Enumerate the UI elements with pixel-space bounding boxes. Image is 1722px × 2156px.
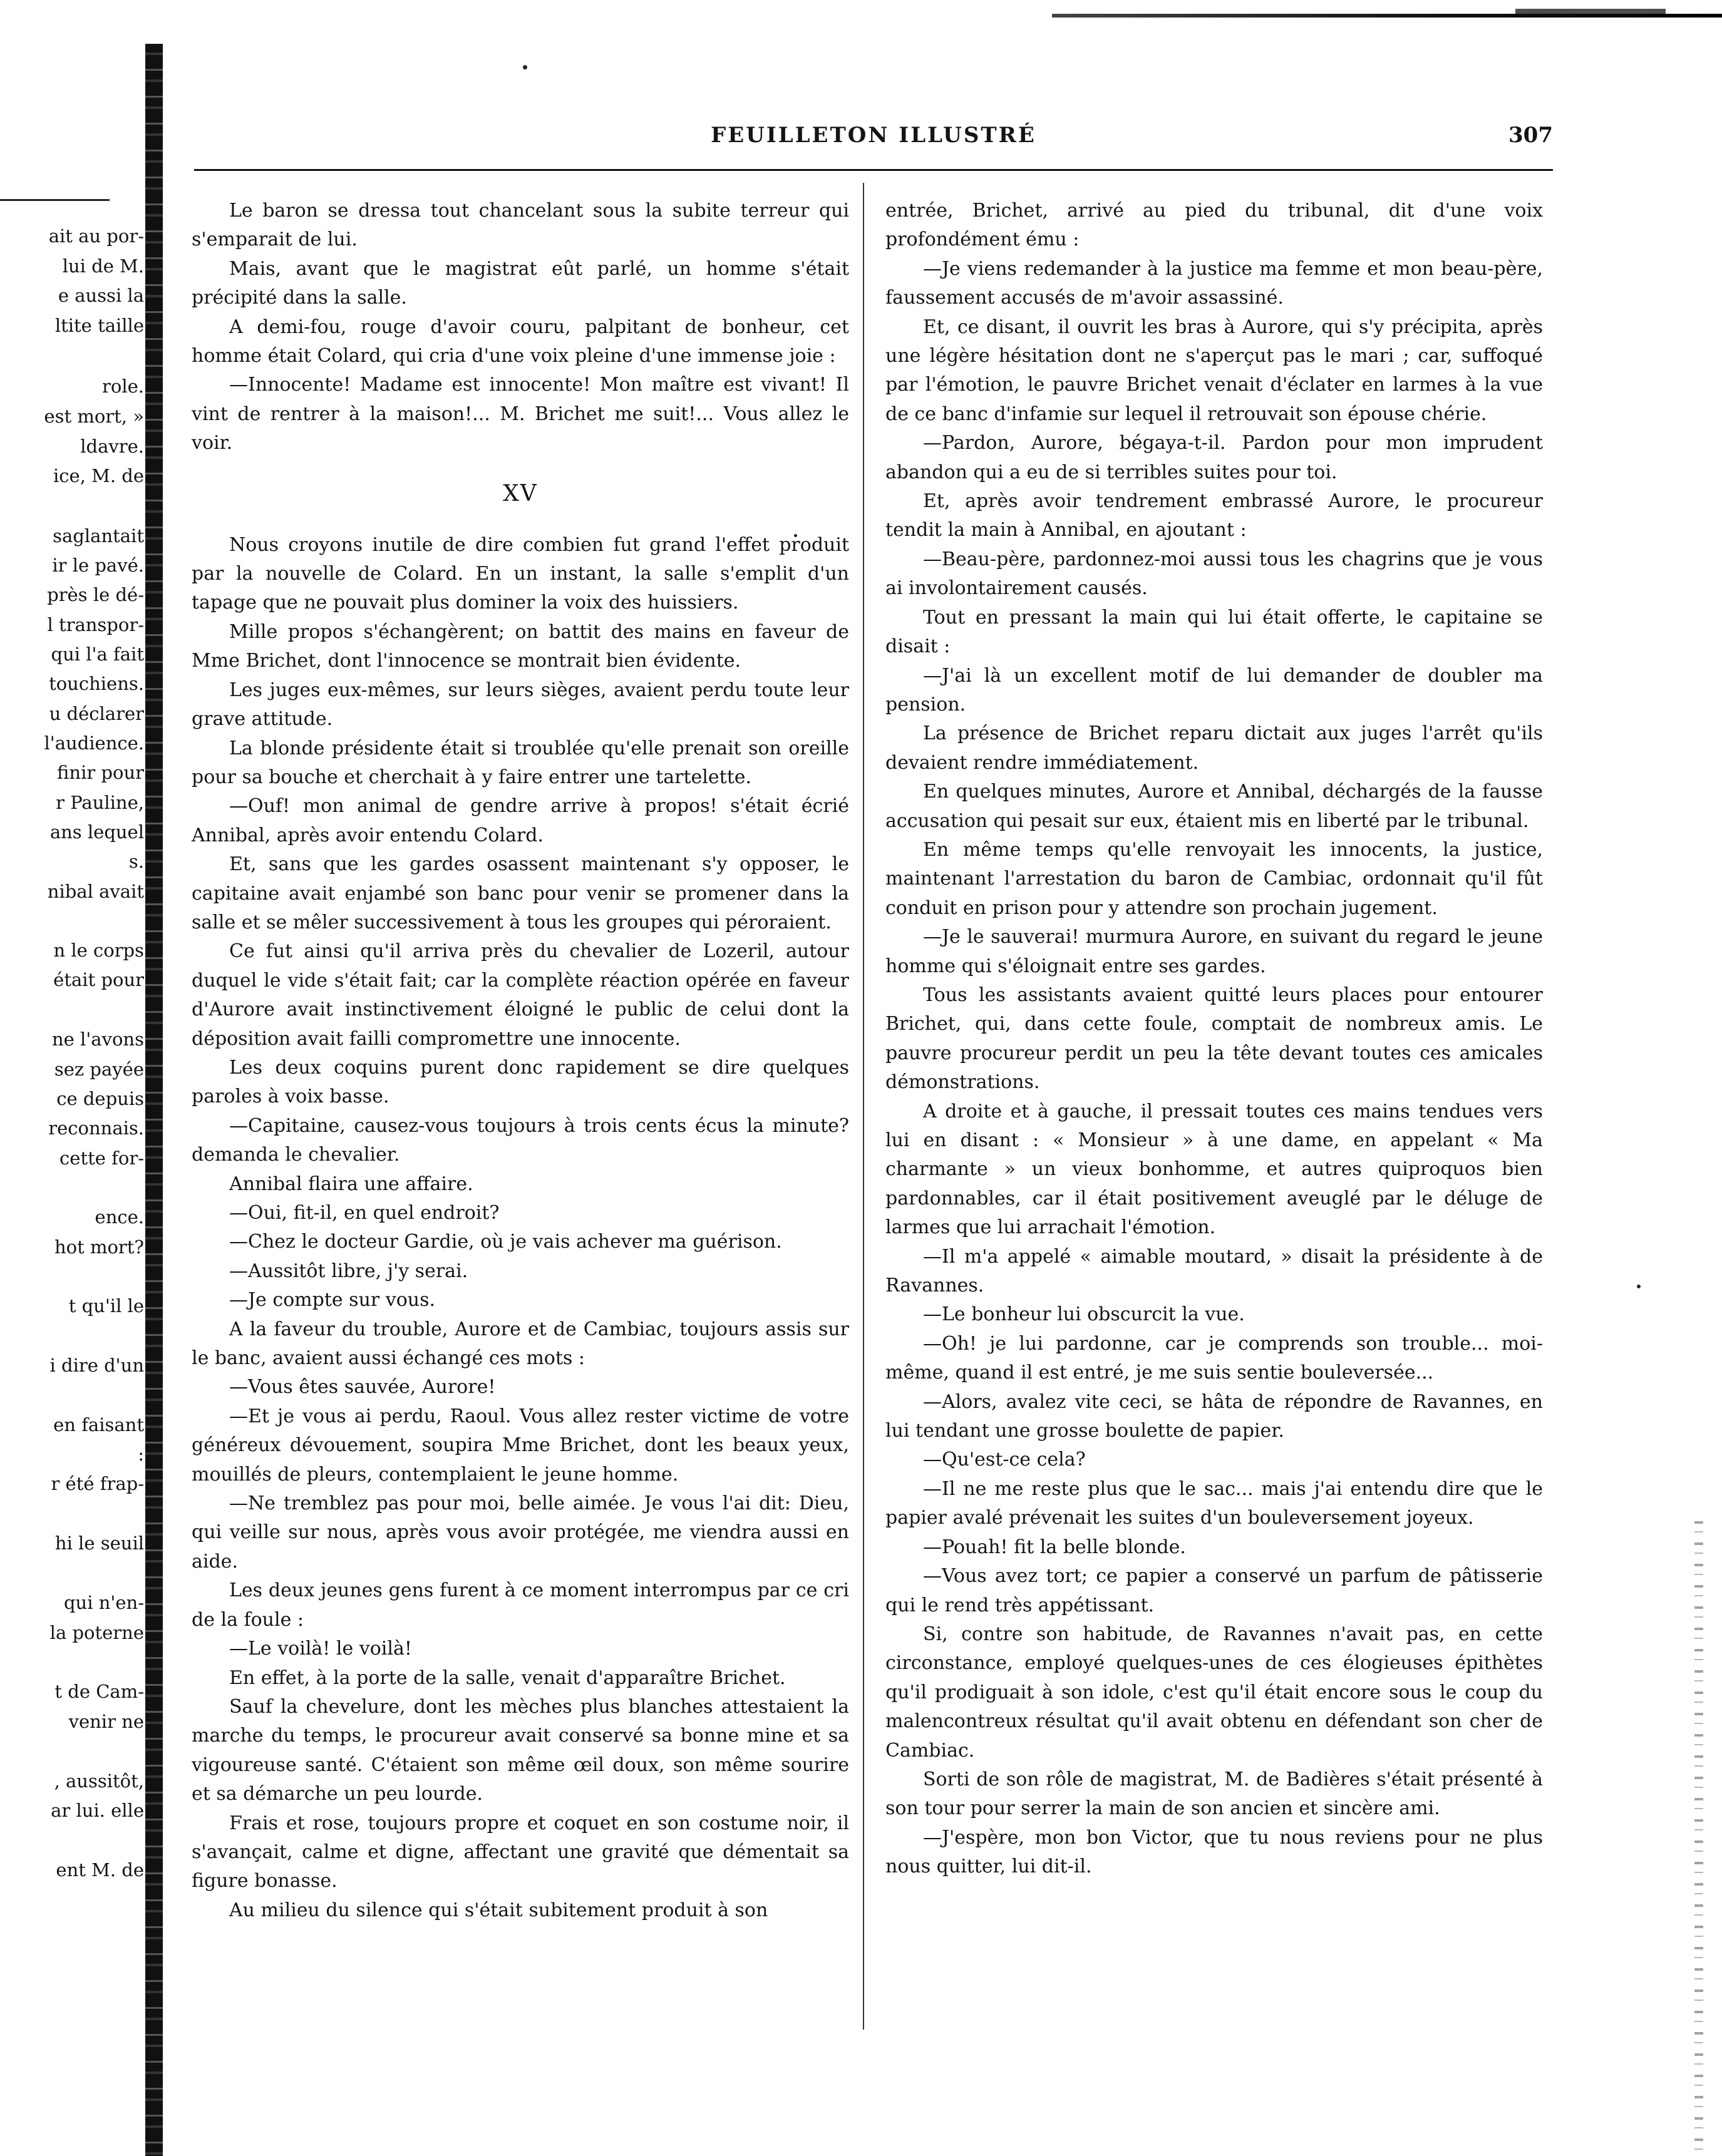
chapter-heading: XV <box>503 480 538 506</box>
paragraph: Frais et rose, toujours propre et coquet en son costume noir, il s'avançait, calme et digne, affectant une gravité que démentait sa figure bonasse. <box>192 1812 849 1892</box>
previous-page-fragment: lui de M. <box>62 255 144 277</box>
paragraph: —Aussitôt libre, j'y serai. <box>229 1260 468 1282</box>
paragraph: —Beau-père, pardonnez-moi aussi tous les chagrins que je vous ai involontairement causés. <box>885 548 1543 600</box>
paragraph: —Et je vous ai perdu, Raoul. Vous allez rester victime de votre généreux dévouement, soupira Mme Brichet, dont les beaux yeux, mouillés de pleurs, contemplaient le jeune homme. <box>192 1405 849 1486</box>
paragraph: —Capitaine, causez-vous toujours à trois cents écus la minute? demanda le chevalier. <box>192 1114 849 1166</box>
previous-page-fragment: t de Cam- <box>54 1681 144 1702</box>
previous-page-fragment: qui l'a fait <box>51 644 144 665</box>
paragraph: —Je le sauverai! murmura Aurore, en suivant du regard le jeune homme qui s'éloignait entre ses gardes. <box>885 926 1543 977</box>
paragraph: —Il ne me reste plus que le sac... mais j'ai entendu dire que le papier avalé prévenait les suites d'un bouleversement joyeux. <box>885 1477 1543 1529</box>
paragraph: Nous croyons inutile de dire combien fut grand l'effet produit par la nouvelle de Colard. En un instant, la salle s'emplit d'un tapage que ne pouvait plus dominer la voix des huissiers. <box>192 533 849 614</box>
right-edge-noise <box>1694 1521 1703 2153</box>
paragraph: —Le voilà! le voilà! <box>229 1638 412 1660</box>
previous-page-fragment: r été frap- <box>51 1473 144 1494</box>
paragraph: —Innocente! Madame est innocente! Mon maître est vivant! Il vint de rentrer à la maison!... M. Brichet me suit!... Vous allez le voir. <box>192 374 849 454</box>
binding-spine-shadow <box>145 44 163 2156</box>
paragraph: Les juges eux-mêmes, sur leurs sièges, avaient perdu toute leur grave attitude. <box>192 679 849 731</box>
paragraph: Et, sans que les gardes osassent maintenant s'y opposer, le capitaine avait enjambé son banc pour venir se promener dans la salle et se mêler successivement à tous les groupes qui péroraient. <box>192 853 849 933</box>
previous-page-fragment: l transpor- <box>47 614 144 635</box>
previous-page-fragment: ent M. de <box>56 1859 144 1881</box>
previous-page-fragment: i dire d'un <box>49 1355 144 1376</box>
previous-page-fragment: ence. <box>95 1206 144 1228</box>
paragraph: —Je compte sur vous. <box>229 1289 436 1312</box>
previous-page-fragment: saglantait <box>53 525 144 547</box>
previous-page-fragment: role. <box>102 376 144 397</box>
paragraph: —Le bonheur lui obscurcit la vue. <box>923 1303 1245 1326</box>
paragraph: Tous les assistants avaient quitté leurs places pour entourer Brichet, qui, dans cette foule, comptait de nombreux amis. Le pauvre procureur perdit un peu la tête devant toutes ces amicales démonstrations. <box>885 983 1543 1094</box>
paragraph: En même temps qu'elle renvoyait les innocents, la justice, maintenant l'arrestation du baron de Cambiac, ordonnait qu'il fût conduit en prison pour y attendre son prochain jugement. <box>885 838 1543 919</box>
paragraph: —Vous êtes sauvée, Aurore! <box>229 1376 496 1399</box>
paragraph: Les deux jeunes gens furent à ce moment interrompus par ce cri de la foule : <box>192 1579 849 1631</box>
paragraph: Sorti de son rôle de magistrat, M. de Badières s'était présenté à son tour pour serrer la main de son ancien et sincère ami. <box>885 1768 1543 1820</box>
previous-page-fragment: près le dé- <box>47 584 144 605</box>
previous-page-fragment: u déclarer <box>49 703 144 724</box>
top-edge-rule <box>1052 14 1722 18</box>
paragraph: —Pardon, Aurore, bégaya-t-il. Pardon pour mon imprudent abandon qui a eu de si terribles suites pour toi. <box>885 432 1543 483</box>
paragraph: entrée, Brichet, arrivé au pied du tribunal, dit d'une voix profondément ému : <box>885 200 1543 251</box>
paragraph: —Ne tremblez pas pour moi, belle aimée. Je vous l'ai dit: Dieu, qui veille sur nous, après vous avoir protégée, me viendra aussi en aide. <box>192 1492 849 1573</box>
header-rule <box>194 169 1553 171</box>
previous-page-fragment: qui n'en- <box>63 1592 144 1613</box>
paragraph: —Pouah! fit la belle blonde. <box>923 1536 1186 1558</box>
paragraph: Les deux coquins purent donc rapidement se dire quelques paroles à voix basse. <box>192 1056 849 1108</box>
previous-page-fragment: , aussitôt, <box>54 1770 144 1792</box>
paragraph: —Ouf! mon animal de gendre arrive à propos! s'était écrié Annibal, après avoir entendu Colard. <box>192 795 849 846</box>
paragraph: Le baron se dressa tout chancelant sous la subite terreur qui s'emparait de lui. <box>192 200 849 251</box>
previous-page-fragment: hi le seuil <box>54 1532 144 1554</box>
previous-page-fragment: finir pour <box>57 762 144 783</box>
previous-page-fragment: ar lui. elle <box>51 1800 144 1821</box>
paragraph: —J'ai là un excellent motif de lui demander de doubler ma pension. <box>885 664 1543 716</box>
previous-page-fragment: est mort, » <box>44 406 144 427</box>
paragraph: —Vous avez tort; ce papier a conservé un parfum de pâtisserie qui le rend très appétissant. <box>885 1565 1543 1616</box>
paragraph: —Oh! je lui pardonne, car je comprends son trouble... moi-même, quand il est entré, je me suis sentie bouleversée... <box>885 1332 1543 1384</box>
paragraph: Et, ce disant, il ouvrit les bras à Aurore, qui s'y précipita, après une légère hésitation dont ne s'aperçut pas le mari ; car, suffoqué par l'émotion, le pauvre Brichet venait d'éclater en larmes à la vue de ce banc d'infamie sur lequel il retrouvait son épouse chérie. <box>885 316 1543 425</box>
paragraph: Si, contre son habitude, de Ravannes n'avait pas, en cette circonstance, employé quelques-unes de ces élogieuses épithètes qu'il prodiguait à son idole, c'est qu'il était encore sous le coup du malencontreux résultat qu'il avait obtenu en défendant son cher de Cambiac. <box>885 1623 1543 1762</box>
previous-page-fragment: r Pauline, <box>56 792 144 813</box>
paragraph: Ce fut ainsi qu'il arriva près du chevalier de Lozeril, autour duquel le vide s'était fait; car la complète réaction opérée en faveur d'Aurore avait instinctivement éloigné le public de celui dont la déposition avait failli compromettre une innocente. <box>192 940 849 1050</box>
previous-page-fragment: venir ne <box>68 1711 144 1732</box>
previous-page-fragment: e aussi la <box>58 285 144 306</box>
paragraph: A la faveur du trouble, Aurore et de Cambiac, toujours assis sur le banc, avaient aussi échangé ces mots : <box>192 1318 849 1370</box>
previous-page-fragment: touchiens. <box>49 673 144 694</box>
left-column-paragraphs-before <box>192 197 849 458</box>
right-column <box>885 197 1543 1882</box>
paragraph: Mille propos s'échangèrent; on battit des mains en faveur de Mme Brichet, dont l'innocence se montrait bien évidente. <box>192 620 849 672</box>
page-header <box>194 123 1553 160</box>
paragraph: A droite et à gauche, il pressait toutes ces mains tendues vers lui en disant : « Monsieur » à une dame, en appelant « Ma charmante » un vieux bonhomme, et autres quiproquos bien pardonnables, car il était positivement aveuglé par le déluge de larmes que lui arrachait l'émotion. <box>885 1100 1543 1239</box>
previous-page-fragment: ltite taille <box>54 315 144 336</box>
previous-page-fragments <box>3 0 144 2156</box>
previous-page-fragment: ait au por- <box>48 225 144 247</box>
paragraph: En quelques minutes, Aurore et Annibal, déchargés de la fausse accusation qui pesait sur eux, étaient mis en liberté par le tribunal. <box>885 781 1543 832</box>
paragraph: A demi-fou, rouge d'avoir couru, palpitant de bonheur, cet homme était Colard, qui cria d'une voix pleine d'une immense joie : <box>192 316 849 367</box>
paragraph: Sauf la chevelure, dont les mèches plus blanches attestaient la marche du temps, le procureur avait conservé sa bonne mine et sa vigoureuse santé. C'étaient son même œil doux, son même sourire et sa démarche un peu lourde. <box>192 1695 849 1805</box>
previous-page-fragment: l'audience. <box>44 732 144 754</box>
paragraph: Tout en pressant la main qui lui était offerte, le capitaine se disait : <box>885 606 1543 658</box>
paragraph: En effet, à la porte de la salle, venait d'apparaître Brichet. <box>229 1666 786 1689</box>
paragraph: —J'espère, mon bon Victor, que tu nous reviens pour ne plus nous quitter, lui dit-il. <box>885 1826 1543 1878</box>
previous-page-fragment: en faisant <box>53 1414 144 1435</box>
previous-page-fragment: n le corps <box>53 940 144 961</box>
left-column-paragraphs-after <box>192 531 849 1926</box>
paragraph: —Qu'est-ce cela? <box>923 1449 1086 1471</box>
paragraph: Au milieu du silence qui s'était subitement produit à son <box>229 1899 768 1921</box>
paragraph: —Oui, fit-il, en quel endroit? <box>229 1202 500 1224</box>
previous-page-fragment: hot mort? <box>54 1236 144 1258</box>
paragraph: La blonde présidente était si troublée qu'elle prenait son oreille pour sa bouche et cherchait à y faire entrer une tartelette. <box>192 737 849 788</box>
paragraph: —Alors, avalez vite ceci, se hâta de répondre de Ravannes, en lui tendant une grosse boulette de papier. <box>885 1390 1543 1442</box>
page-number: 307 <box>1508 123 1553 148</box>
previous-page-fragment: la poterne <box>49 1622 144 1643</box>
paragraph: Mais, avant que le magistrat eût parlé, un homme s'était précipité dans la salle. <box>192 257 849 309</box>
paragraph: La présence de Brichet reparu dictait aux juges l'arrêt qu'ils devaient rendre immédiatement. <box>885 722 1543 774</box>
previous-page-fragment: nibal avait <box>47 881 144 902</box>
print-speck <box>1637 1285 1641 1288</box>
running-title: FEUILLETON ILLUSTRÉ <box>711 123 1036 148</box>
paragraph: Annibal flaira une affaire. <box>229 1173 473 1195</box>
paragraph: —Chez le docteur Gardie, où je vais achever ma guérison. <box>229 1231 782 1253</box>
top-edge-mark <box>1515 9 1666 14</box>
left-column <box>192 197 849 1925</box>
previous-page-fragment: sez payée <box>54 1059 144 1080</box>
print-speck <box>523 65 527 69</box>
previous-page-fragment: ice, M. de <box>53 465 144 486</box>
previous-page-fragment: ldavre. <box>80 436 144 457</box>
paragraph: Et, après avoir tendrement embrassé Aurore, le procureur tendit la main à Annibal, en ajoutant : <box>885 490 1543 542</box>
previous-page-fragment: ans lequel <box>49 821 144 843</box>
previous-page-fragment: ir le pavé. <box>52 555 144 576</box>
previous-page-fragment: : <box>138 1444 144 1465</box>
previous-page-fragment: cette for- <box>59 1147 144 1169</box>
previous-page-fragment: ce depuis <box>56 1088 144 1109</box>
previous-page-fragment: était pour <box>53 969 144 990</box>
paragraph: —Il m'a appelé « aimable moutard, » disait la présidente à de Ravannes. <box>885 1245 1543 1297</box>
previous-page-fragment: t qu'il le <box>68 1295 144 1317</box>
paragraph: —Je viens redemander à la justice ma femme et mon beau-père, faussement accusés de m'avoir assassiné. <box>885 257 1543 309</box>
previous-page-fragment: s. <box>128 851 144 872</box>
column-divider <box>863 183 864 2030</box>
previous-page-fragment: ne l'avons <box>52 1029 144 1050</box>
previous-page-fragment: reconnais. <box>48 1117 144 1139</box>
